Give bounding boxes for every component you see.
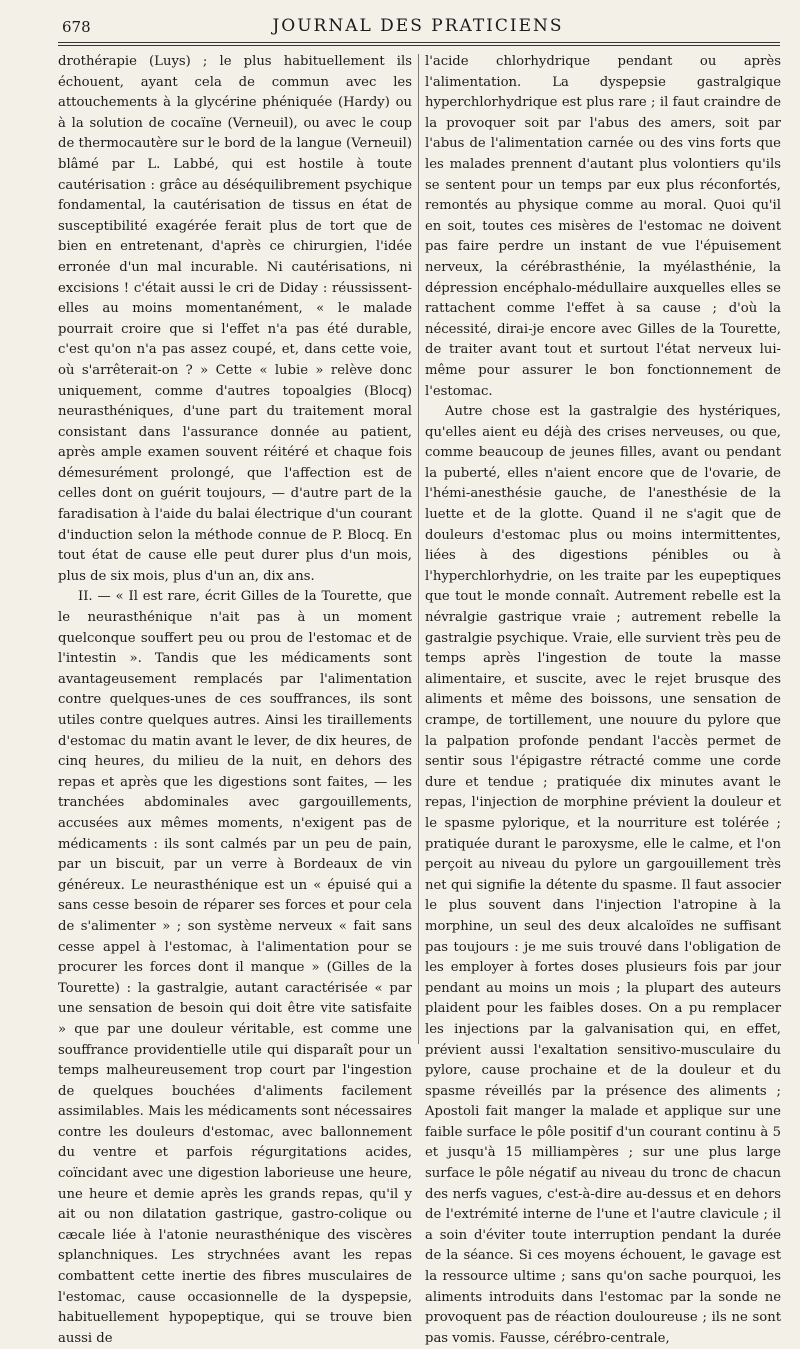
header-rule-top [58, 42, 780, 43]
header-rule-bottom [58, 45, 780, 46]
right-column [425, 52, 781, 1346]
left-column [58, 52, 412, 1346]
journal-title: JOURNAL DES PRATICIENS [272, 16, 564, 36]
page-number: 678 [62, 18, 91, 36]
page-header [58, 14, 778, 44]
left-paragraph-1: drothérapie (Luys) ; le plus habituellement ils échouent, ayant cela de commun avec les attouchements à la glycérine phéniquée (Hardy) ou à la solution de cocaïne (Verneuil), ou avec le coup de thermocautère sur le bord de la langue (Verneuil) blâmé par L. Labbé, qui est hostile à toute cautérisation : grâce au déséquilibrement psychique fondamental, la cautérisation de tissus en état de susceptibilité exagérée ferait plus de tort que de bien en entretenant, d'après ce chirurgien, l'idée erronée d'un mal incurable. Ni cautérisations, ni excisions ! c'était aussi le cri de Diday : réussissent-elles au moins momentanément, « le malade pourrait croire que si l'effet n'a pas été durable, c'est qu'on n'a pas assez coupé, et, dans cette voie, où s'arrêterait-on ? » Cette « lubie » relève donc uniquement, comme d'autres topoalgies (Blocq) neurasthéniques, d'une part du traitement moral consistant dans l'assurance donnée au patient, après ample examen souvent réitéré et chaque fois démesurément prolongé, que l'affection est de celles dont on guérit toujours, — d'autre part de la faradisation à l'aide du balai électrique d'un courant d'induction selon la méthode connue de P. Blocq. En tout état de cause elle peut durer plus d'un mois, plus de six mois, plus d'un an, dix ans. [58, 54, 412, 584]
column-divider [418, 54, 419, 1044]
left-paragraph-2: II. — « Il est rare, écrit Gilles de la Tourette, que le neurasthénique n'ait pas à un moment quelconque souffert peu ou prou de l'estomac et de l'intestin ». Tandis que les médicaments sont avantageusement remplacés par l'alimentation contre quelques-unes de ces souffrances, ils sont utiles contre quelques autres. Ainsi les tiraillements d'estomac du matin avant le lever, de dix heures, de cinq heures, du milieu de la nuit, en dehors des repas et après que les digestions sont faites, — les tranchées abdominales avec gargouillements, accusées aux mêmes moments, n'exigent pas de médicaments : ils sont calmés par un peu de pain, par un biscuit, par un verre à Bordeaux de vin généreux. Le neurasthénique est un « épuisé qui a sans cesse besoin de réparer ses forces et pour cela de s'alimenter » ; son système nerveux « fait sans cesse appel à l'estomac, à l'alimentation pour se procurer les forces dont il manque » (Gilles de la Tourette) : la gastralgie, autant caractérisée « par une sensation de besoin qui doit être vite satisfaite » que par une douleur véritable, est comme une souffrance providentielle utile qui disparaît pour un temps malheureusement trop court par l'ingestion de quelques bouchées d'aliments facilement assimilables. Mais les médicaments sont nécessaires contre les douleurs d'estomac, avec ballonnement du ventre et parfois régurgitations acides, coïncidant avec une digestion laborieuse une heure, une heure et demie après les grands repas, qu'il y ait ou non dilatation gastrique, gastro-colique ou cæcale liée à l'atonie neurasthénique des viscères splanchniques. Les strychnées avant les repas combattent cette inertie des fibres musculaires de l'estomac, cause occasionnelle de la dyspepsie, habituellement hypopeptique, qui se trouve bien aussi de [58, 589, 412, 1346]
right-paragraph-2: Autre chose est la gastralgie des hystériques, qu'elles aient eu déjà des crises nerveuses, ou que, comme beaucoup de jeunes filles, avant ou pendant la puberté, elles n'aient encore que de l'ovarie, de l'hémi-anesthésie gauche, de l'anesthésie de la luette et de la glotte. Quand il ne s'agit que de douleurs d'estomac plus ou moins intermittentes, liées à des digestions pénibles ou à l'hyperchlorhydrie, on les traite par les eupeptiques que tout le monde connaît. Autrement rebelle est la névralgie gastrique vraie ; autrement rebelle la gastralgie psychique. Vraie, elle survient très peu de temps après l'ingestion de toute la masse alimentaire, et suscite, avec le rejet brusque des aliments et même des boissons, une sensation de crampe, de tortillement, une nouure du pylore que la palpation profonde pendant l'accès permet de sentir sous l'épigastre rétracté comme une corde dure et tendue ; pratiquée dix minutes avant le repas, l'injection de morphine prévient la douleur et le spasme pylorique, et la nourriture est tolérée ; pratiquée durant le paroxysme, elle le calme, et l'on perçoit au niveau du pylore un gargouillement très net qui signifie la détente du spasme. Il faut associer le plus souvent dans l'injection l'atropine à la morphine, un seul des deux alcaloïdes ne suffisant pas toujours : je me suis trouvé dans l'obligation de les employer à fortes doses plusieurs fois par jour pendant au moins un mois ; la plupart des auteurs plaident pour les faibles doses. On a pu remplacer les injections par la galvanisation qui, en effet, prévient aussi l'exaltation sensitivo-musculaire du pylore, cause prochaine et de la douleur et du spasme réveillés par la présence des aliments ; Apostoli fait manger la malade et applique sur une faible surface le pôle positif d'un courant continu à 5 et jusqu'à 15 milliampères ; sur une plus large surface le pôle négatif au niveau du tronc de chacun des nerfs vagues, c'est-à-dire au-dessus et en dehors de l'extrémité interne de l'une et l'autre clavicule ; il a soin d'éviter toute interruption pendant la durée de la séance. Si ces moyens échouent, le gavage est la ressource ultime ; sans qu'on sache pourquoi, les aliments introduits dans l'estomac par la sonde ne provoquent pas de réaction douloureuse ; ils ne sont pas vomis. Fausse, cérébro-centrale, [425, 404, 781, 1346]
right-paragraph-1: l'acide chlorhydrique pendant ou après l'alimentation. La dyspepsie gastralgique hyperchlorhydrique est plus rare ; il faut craindre de la provoquer soit par l'abus des amers, soit par l'abus de l'alimentation carnée ou des vins forts que les malades prennent d'autant plus volontiers qu'ils se sentent pour un temps par eux plus réconfortés, remontés au physique comme au moral. Quoi qu'il en soit, toutes ces misères de l'estomac ne doivent pas faire perdre un instant de vue l'épuisement nerveux, la cérébrasthénie, la myélasthénie, la dépression encéphalo-médullaire auxquelles elles se rattachent comme l'effet à sa cause ; d'où la nécessité, dirai-je encore avec Gilles de la Tourette, de traiter avant tout et surtout l'état nerveux lui-même pour assurer le bon fonctionnement de l'estomac. [425, 54, 781, 399]
